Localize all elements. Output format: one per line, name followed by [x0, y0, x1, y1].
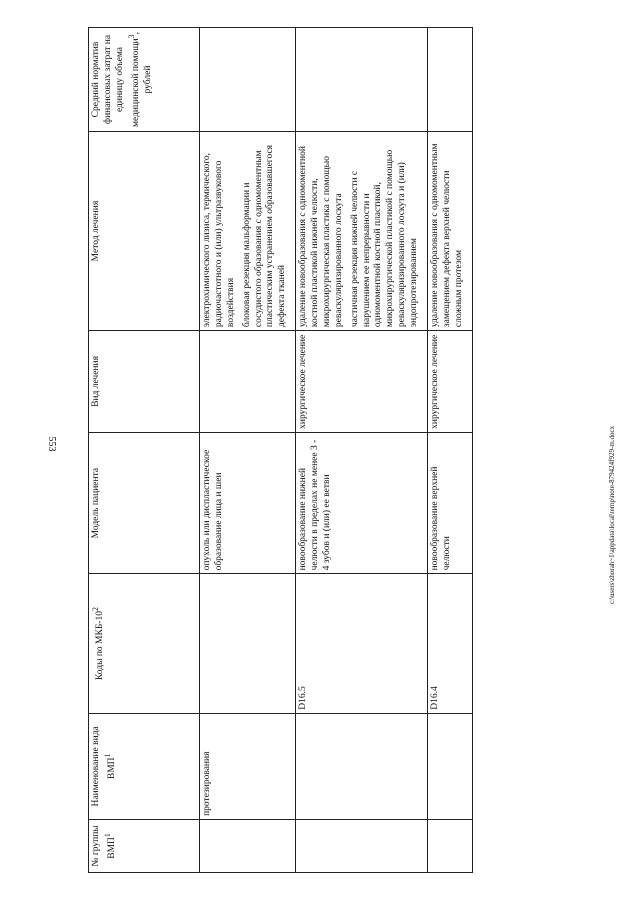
- cell-cost: [427, 28, 472, 132]
- cell-mkb: [200, 574, 296, 713]
- table-row: [296, 28, 428, 873]
- table-row: [427, 28, 472, 873]
- cell-model: новообразование верхней челюсти: [427, 432, 472, 574]
- footer-file-path: c:\users\zhorah~1\appdata\local\temp\note-879424f929-m.docx: [608, 425, 616, 604]
- cell-model: новообразование нижней челюсти в пределах не менее 3 - 4 зубов и (или) ее ветви: [296, 432, 428, 574]
- table-header-row: [89, 28, 200, 873]
- header-model: Модель пациента: [89, 432, 200, 574]
- header-type: Вид лечения: [89, 331, 200, 433]
- header-num: № группы ВМП$^1$: [89, 819, 200, 872]
- header-name: Наименование вида ВМП$^1$: [89, 713, 200, 819]
- cell-mkb: D16.5: [296, 574, 428, 713]
- cell-num: [427, 819, 472, 872]
- header-method: Метод лечения: [89, 132, 200, 331]
- header-mkb: Коды по МКБ-$10^2$: [89, 574, 200, 713]
- cell-model: опухоль или диспластическое образование лица и шеи: [200, 432, 296, 574]
- table-row: [200, 28, 296, 873]
- method-text: удаление новообразования с одномоментным замещением дефекта верхней челюсти сложным протезом: [429, 143, 464, 328]
- cell-type: [200, 331, 296, 433]
- cell-name: [427, 713, 472, 819]
- method-text: блоковая резекция мальформации и сосудистого образования с одномоментным пластическим устранением образовавшегося дефекта тканей: [241, 144, 288, 328]
- cell-name: протезирования: [200, 713, 296, 819]
- cell-method: [427, 132, 472, 331]
- cell-type: хирургическое лечение: [427, 331, 472, 433]
- rotated-table-wrapper: [88, 27, 561, 873]
- cell-method: [296, 132, 428, 331]
- page-number: 553: [46, 436, 57, 452]
- method-text: электрохимического лизиса, термического, радиочастотного и (или) ультразвукового воздействия: [202, 153, 236, 328]
- cell-cost: [200, 28, 296, 132]
- cell-cost: [296, 28, 428, 132]
- method-text: частичная резекция нижней челюсти с нарушением ее непрерывности и одномоментной костной пластикой, микрохирургической пластикой с помощью реваскуляризированного лоскута и (или) эндопротезированием: [349, 149, 419, 328]
- cell-num: [296, 819, 428, 872]
- cell-mkb: D16.4: [427, 574, 472, 713]
- method-text: удаление новообразования с одномоментной костной пластикой нижней челюсти, микрохирургическая пластика с помощью реваскуляризированного лоскута: [298, 146, 344, 328]
- vmp-table: [88, 27, 473, 873]
- cell-type: хирургическое лечение: [296, 331, 428, 433]
- cell-method: [200, 132, 296, 331]
- header-cost: Средний норматив финансовых затрат на единицу объема медицинской помощи$^3$, рублей: [89, 28, 200, 132]
- cell-name: [296, 713, 428, 819]
- cell-num: [200, 819, 296, 872]
